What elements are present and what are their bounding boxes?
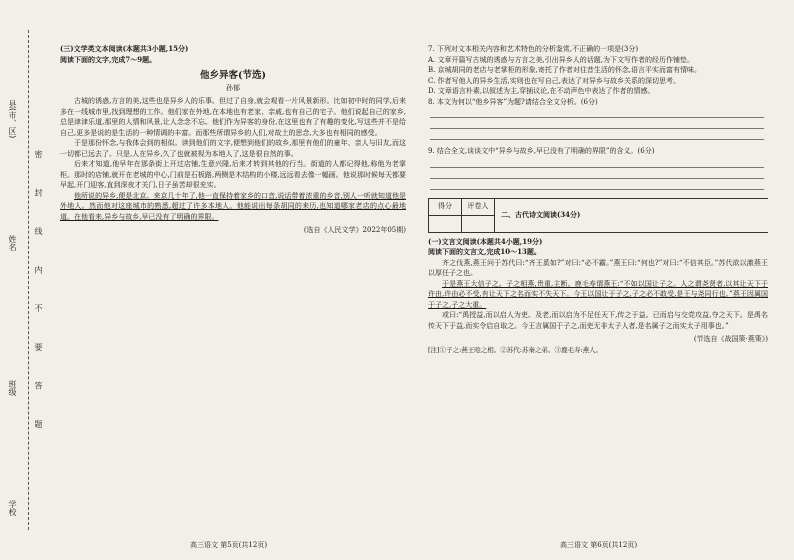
article-title: 他乡异客(节选) bbox=[200, 70, 266, 81]
option-a: A. 文章开篇写古城的诱惑与方言之美,引出异乡人的话题,为下文写作者的经历作铺垫。 bbox=[428, 55, 694, 64]
binding-strip bbox=[0, 0, 44, 560]
section-header: (三)文学类文本阅读(本题共3小题,15分) bbox=[60, 44, 189, 53]
paragraph: 古城的诱惑,方言的美,这些也是异乡人的乐事。但过了自身,就会观看一片风景新形。比如初中时的同学,后来多在一线城市里,找到理想的工作。他们家在外地,在本地也有老家、亲戚,也有自己的宅子。他们说起自己的家乡,总是津津乐道,那里的人情和风景,让人念念不忘。他们作为异客的身份,在这里也有了有趣的变化,写这些并不是给自己,更多是说的是生活的一种情调的丰富。而那些所谓异乡的人们,对故土的思念,大多也有相同的感受。 bbox=[60, 97, 406, 137]
question-7: 7. 下列对文本相关内容和艺术特色的分析鉴赏,不正确的一项是(3分) bbox=[428, 45, 639, 53]
no-answer-notice: 密 封 线 内 不 要 答 题 bbox=[34, 150, 43, 442]
section-2-title: 二、古代诗文阅读(34分) bbox=[495, 198, 768, 233]
instruction: 阅读下面的文字,完成7～9题。 bbox=[60, 54, 157, 64]
article-source: (选自《人民文学》2022年05期) bbox=[303, 226, 406, 234]
school-label: 学校 bbox=[8, 500, 17, 516]
subsection-instruction: 阅读下面的文言文,完成10～13题。 bbox=[428, 247, 541, 256]
grader-label: 评卷人 bbox=[462, 198, 495, 215]
answer-line[interactable] bbox=[430, 179, 764, 190]
page-footer-left: 高三语文 第5页(共12页) bbox=[190, 541, 268, 549]
subsection-header: (一)文言文阅读(本题共4小题,19分) bbox=[428, 236, 543, 246]
article-author: 孙郁 bbox=[226, 83, 240, 92]
score-table bbox=[428, 198, 495, 233]
paragraph-underlined: 他所说的异乡,便是北京。来京几十年了,他一直保持着家乡的口音,说话带着浓重的乡音,别人一听就知道他是外地人。然而他对这座城市的熟悉,超过了许多本地人。他能说出每条胡同的来历,也知道哪家老店的点心最地道。在他看来,异乡与故乡,早已没有了明确的界限。 bbox=[60, 191, 406, 221]
grader-cell[interactable] bbox=[462, 215, 495, 232]
paragraph: 后来才知道,他早年在那条街上开过店铺,生意兴隆,后来才转到其他的行当。街道的人都记得他,称他为老掌柜。那时的店铺,就开在老城的中心,门前是石板路,两侧是木结构的小楼,远远看去像一幅画。他说那时候每天都要早起,开门迎客,直到深夜才关门,日子虽苦却很充实。 bbox=[60, 160, 406, 189]
paragraph: 于是那份怀念,与我体会到的相似。读到他们的文字,便想到他们的故乡,那里有他们的童年、亲人与旧友,而这一切都已远去了。只是,人在异乡,久了也就被视为本地人了,这是很自然的事。 bbox=[60, 139, 406, 158]
annotation-note: [注]①子之:燕王哙之相。②苏代:苏秦之弟。③鹿毛寿:燕人。 bbox=[428, 345, 603, 354]
question-9: 9. 结合全文,谈谈文中“异乡与故乡,早已没有了明确的界限”的含义。(6分) bbox=[428, 147, 655, 155]
score-box bbox=[428, 198, 768, 233]
question-8: 8. 本文为何以“他乡异客”为题?请结合全文分析。(6分) bbox=[428, 97, 598, 106]
classical-paragraph-underlined: 于是燕王大信子之。子之相燕,贵重,主断。鹿毛寿谓燕王:“不如以国让子之。人之谓尧贤者,以其让天下于许由,许由必不受,有让天下之名而实不失天下。今王以国让于子之,子之必不敢受,是王与尧同行也。”燕王因属国于子之,子之大重。 bbox=[428, 279, 768, 309]
classical-source: (节选自《战国策·燕策》) bbox=[693, 335, 768, 343]
class-label: 班级 bbox=[8, 380, 17, 396]
answer-line[interactable] bbox=[430, 157, 764, 168]
page-footer-right: 高三语文 第6页(共12页) bbox=[560, 541, 638, 549]
option-d: D. 文章语言朴素,以叙述为主,穿插议论,在不动声色中表达了作者的情感。 bbox=[428, 87, 655, 95]
seal-line bbox=[28, 30, 29, 530]
classical-paragraph: 齐之伐燕,燕王问于苏代曰:“齐王奚如?”对曰:“必不霸。”燕王曰:“何也?”对曰:“不信其臣。”苏代欲以激燕王以厚任子之也。 bbox=[428, 258, 768, 277]
answer-line[interactable] bbox=[430, 118, 764, 129]
classical-paragraph: 或曰:“禹授益,而以启人为吏。及老,而以启为不足任天下,传之于益。已而启与交党攻益,夺之天下。是禹名传天下于益,而实令启自取之。今王言属国于子之,而吏无非太子人者,是名属子之而实太子用事也。” bbox=[428, 311, 768, 330]
county-label: 县(市、区) bbox=[8, 100, 17, 139]
score-label: 得分 bbox=[429, 198, 462, 215]
left-column bbox=[60, 44, 406, 530]
name-label: 姓名 bbox=[8, 235, 17, 251]
answer-line[interactable] bbox=[430, 129, 764, 140]
right-column bbox=[428, 44, 768, 530]
answer-line[interactable] bbox=[430, 107, 764, 118]
option-b: B. 京城胡同的老店与老掌柜的形象,寄托了作者对往昔生活的怀念,语言平实而富有情味。 bbox=[428, 66, 702, 74]
option-c: C. 作者写他人的异乡生活,实则也在写自己,表达了对异乡与故乡关系的深切思考。 bbox=[428, 76, 681, 85]
score-cell[interactable] bbox=[429, 215, 462, 232]
answer-line[interactable] bbox=[430, 168, 764, 179]
